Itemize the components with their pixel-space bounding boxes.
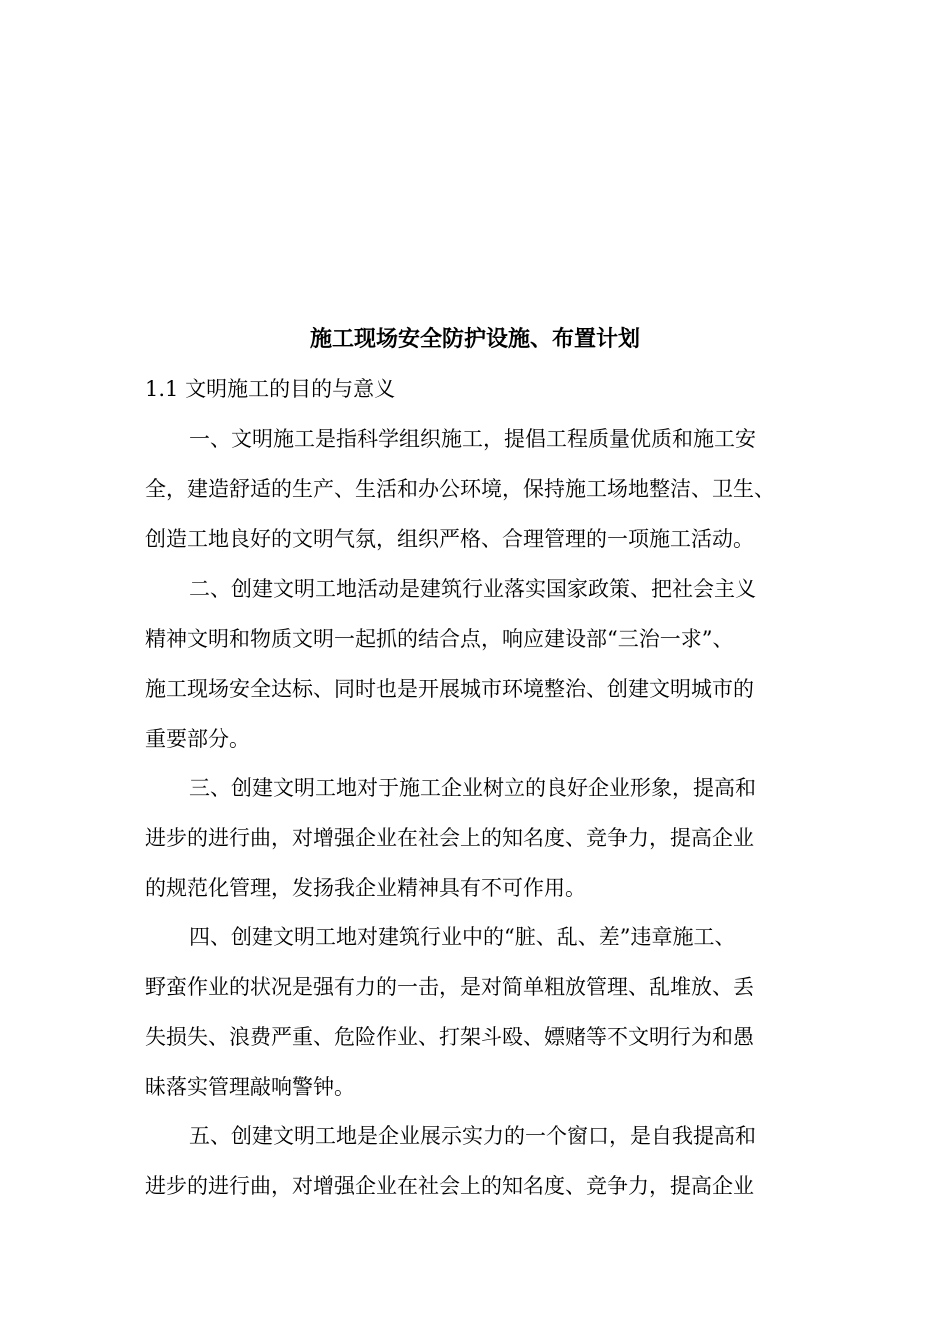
paragraph-line: 创造工地良好的文明气氛，组织严格、合理管理的一项施工活动。: [145, 527, 754, 551]
paragraph-line: 施工现场安全达标、同时也是开展城市环境整治、创建文明城市的: [145, 677, 754, 701]
paragraph-line: 野蛮作业的状况是强有力的一击，是对简单粗放管理、乱堆放、丢: [145, 975, 754, 999]
paragraph-line: 四、创建文明工地对建筑行业中的“脏、乱、差”违章施工、: [189, 925, 736, 949]
paragraph-line: 精神文明和物质文明一起抓的结合点，响应建设部“三治一求”、: [145, 627, 734, 651]
paragraph-line: 二、创建文明工地活动是建筑行业落实国家政策、把社会主义: [189, 577, 756, 601]
document-title: 施工现场安全防护设施、布置计划: [309, 326, 640, 352]
section-heading: 1.1 文明施工的目的与意义: [145, 377, 396, 401]
paragraph-line: 进步的进行曲，对增强企业在社会上的知名度、竞争力，提高企业: [145, 1174, 754, 1198]
paragraph-line: 进步的进行曲，对增强企业在社会上的知名度、竞争力，提高企业: [145, 826, 754, 850]
paragraph-line: 全，建造舒适的生产、生活和办公环境，保持施工场地整洁、卫生、: [145, 477, 775, 501]
paragraph-line: 昧落实管理敲响警钟。: [145, 1075, 355, 1099]
paragraph-line: 的规范化管理，发扬我企业精神具有不可作用。: [145, 876, 586, 900]
paragraph-line: 重要部分。: [145, 727, 250, 751]
paragraph-line: 失损失、浪费严重、危险作业、打架斗殴、嫖赌等不文明行为和愚: [145, 1025, 754, 1049]
paragraph-line: 一、文明施工是指科学组织施工，提倡工程质量优质和施工安: [189, 427, 756, 451]
paragraph-line: 五、创建文明工地是企业展示实力的一个窗口，是自我提高和: [189, 1124, 756, 1148]
paragraph-line: 三、创建文明工地对于施工企业树立的良好企业形象，提高和: [189, 776, 756, 800]
